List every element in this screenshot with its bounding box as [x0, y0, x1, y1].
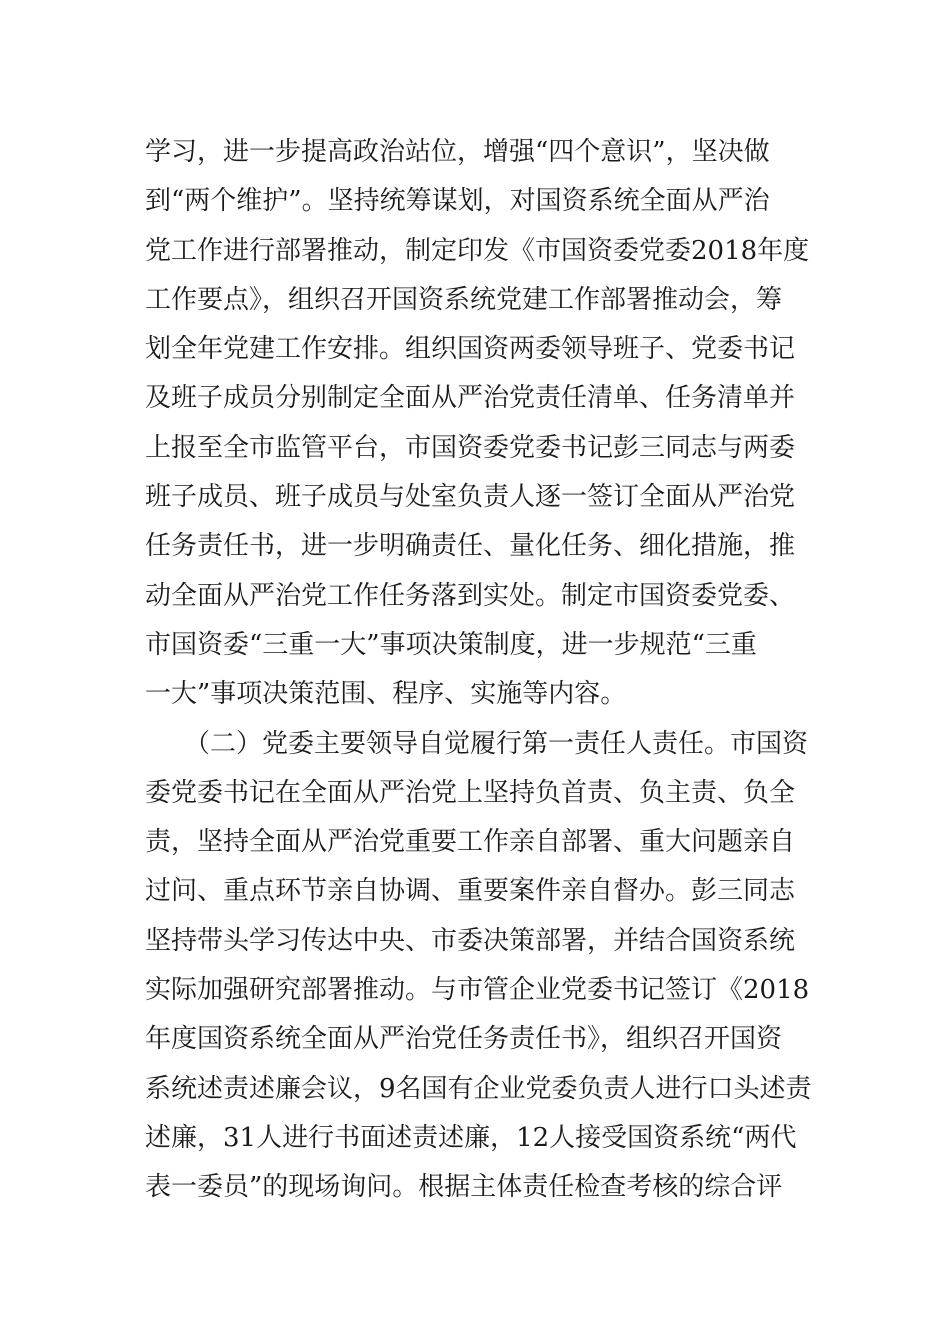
text-line: 系统述责述廉会议，9名国有企业党委负责人进行口头述责 — [145, 1073, 812, 1104]
text-line: 到“两个维护”。坚持统筹谋划，对国资系统全面从严治 — [145, 186, 770, 217]
text-line: 及班子成员分别制定全面从严治党责任清单、任务清单并 — [145, 383, 796, 414]
text-line: 实际加强研究部署推动。与市管企业党委书记签订《2018 — [145, 975, 810, 1006]
text-line: 市国资委“三重一大”事项决策制度，进一步规范“三重 — [145, 629, 757, 660]
text-line: 表一委员”的现场询问。根据主体责任检查考核的综合评 — [145, 1172, 783, 1203]
text-line: 过问、重点环节亲自协调、重要案件亲自督办。彭三同志 — [145, 876, 796, 907]
text-line: 委党委书记在全面从严治党上坚持负首责、负主责、负全 — [145, 777, 796, 808]
body-text — [145, 128, 815, 1213]
text-line: 划全年党建工作安排。组织国资两委领导班子、党委书记 — [145, 334, 796, 365]
text-line: 班子成员、班子成员与处室负责人逐一签订全面从严治党 — [145, 482, 796, 513]
text-line: 工作要点》，组织召开国资系统党建工作部署推动会，筹 — [145, 284, 783, 315]
text-line: （二）党委主要领导自觉履行第一责任人责任。市国资 — [145, 728, 809, 759]
text-line: 一大”事项决策范围、程序、实施等内容。 — [145, 679, 627, 710]
text-line: 任务责任书，进一步明确责任、量化任务、细化措施，推 — [145, 531, 796, 562]
text-line: 年度国资系统全面从严治党任务责任书》，组织召开国资 — [145, 1024, 783, 1055]
text-line: 坚持带头学习传达中央、市委决策部署，并结合国资系统 — [145, 925, 796, 956]
text-line: 动全面从严治党工作任务落到实处。制定市国资委党委、 — [145, 580, 796, 611]
text-line: 责，坚持全面从严治党重要工作亲自部署、重大问题亲自 — [145, 827, 796, 858]
text-line: 上报至全市监管平台，市国资委党委书记彭三同志与两委 — [145, 432, 796, 463]
text-line: 述廉，31人进行书面述责述廉，12人接受国资系统“两代 — [145, 1122, 797, 1153]
text-line: 党工作进行部署推动，制定印发《市国资委党委2018年度 — [145, 235, 810, 266]
text-line: 学习，进一步提高政治站位，增强“四个意识”，坚决做 — [145, 137, 770, 167]
